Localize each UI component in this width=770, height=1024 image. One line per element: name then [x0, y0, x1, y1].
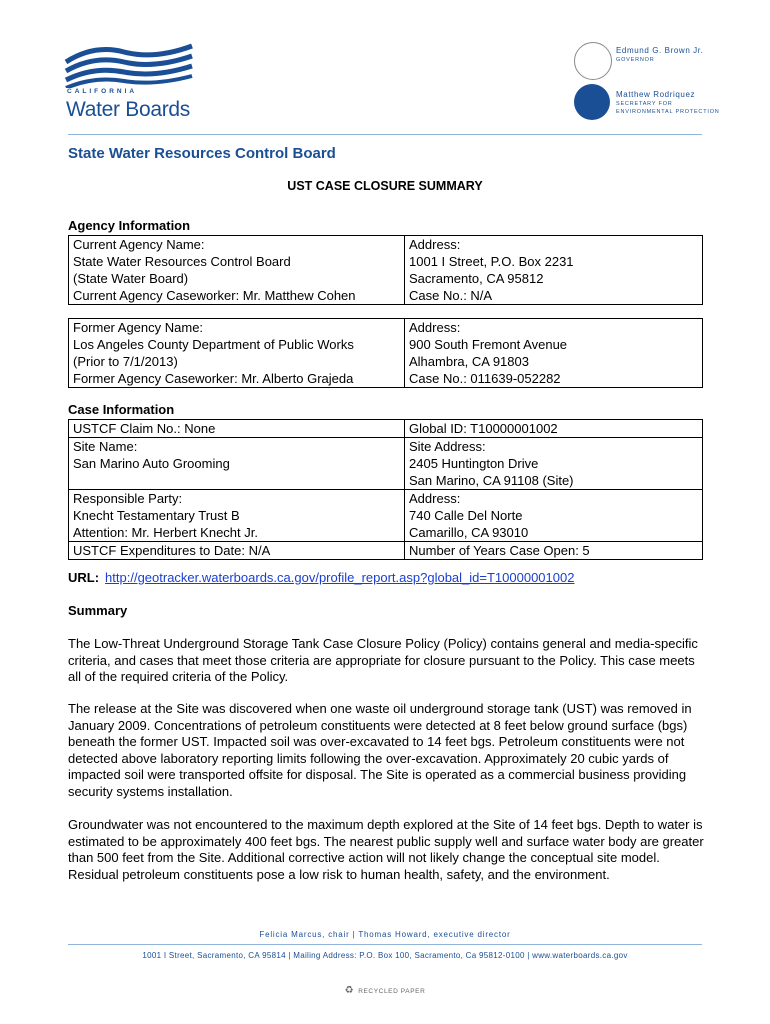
- site-address-line: Site Address:: [409, 439, 486, 454]
- recycled-label: RECYCLED PAPER: [358, 988, 426, 995]
- current-agency-line: (State Water Board): [73, 271, 189, 286]
- secretary-name: Matthew Rodriquez: [616, 90, 696, 99]
- site-name-line: Site Name:: [73, 439, 138, 454]
- former-agency-line: Los Angeles County Department of Public Works: [73, 337, 354, 352]
- governor-name: Edmund G. Brown Jr.: [616, 46, 704, 55]
- url-line: [68, 570, 574, 585]
- state-seal-icon: [574, 42, 612, 80]
- expenditures: USTCF Expenditures to Date: N/A: [73, 543, 271, 558]
- party-address-cell: [405, 490, 703, 542]
- party-address-line: 740 Calle Del Norte: [409, 508, 523, 523]
- summary-paragraph: The release at the Site was discovered when one waste oil underground storage tank (UST) was removed in January 2009. Concentrations of petroleum constituents were detected at 8 feet below ground surface (bgs) beneath the former UST. Impacted soil was over-excavated to 14 feet bgs. Petroleum constituents were not detected above laboratory reporting limits following the over-excavation. Approximately 20 cubic yards of impacted soil were transported offsite for disposal. The Site is operated as a commercial business providing security systems installation.: [68, 701, 692, 799]
- officials-block: [574, 42, 720, 122]
- summary-heading: Summary: [68, 603, 128, 618]
- agency-heading: Agency Information: [68, 218, 191, 233]
- responsible-party-line: Responsible Party:: [73, 491, 183, 506]
- former-address-line: Address:: [409, 320, 461, 335]
- board-name: State Water Resources Control Board: [68, 145, 336, 162]
- responsible-party-cell: [69, 490, 405, 542]
- claim-cell: [69, 420, 405, 438]
- site-name-cell: [69, 438, 405, 490]
- logo-state: CALIFORNIA: [67, 88, 138, 95]
- current-address-line: 1001 I Street, P.O. Box 2231: [409, 254, 574, 269]
- responsible-party-line: Knecht Testamentary Trust B: [73, 508, 240, 523]
- global-id: Global ID: T10000001002: [409, 421, 558, 436]
- former-address-cell: [405, 319, 703, 388]
- global-id-cell: [405, 420, 703, 438]
- case-table: [68, 419, 703, 560]
- current-address-line: Case No.: N/A: [409, 288, 493, 303]
- party-address-line: Camarillo, CA 93010: [409, 525, 529, 540]
- current-agency-table: [68, 235, 703, 305]
- water-boards-logo: [64, 42, 204, 122]
- secretary-title-line1: SECRETARY FOR: [616, 101, 673, 107]
- recycle-icon: ♻: [344, 985, 355, 996]
- site-address-line: 2405 Huntington Drive: [409, 456, 539, 471]
- former-agency-line: Former Agency Caseworker: Mr. Alberto Grajeda: [73, 371, 354, 386]
- current-agency-line: State Water Resources Control Board: [73, 254, 291, 269]
- current-agency-line: Current Agency Name:: [73, 237, 205, 252]
- summary-paragraph: The Low-Threat Underground Storage Tank Case Closure Policy (Policy) contains general and media-specific criteria, and cases that meet those criteria are appropriate for closure pursuant to the Policy. This case meets all of the required criteria of the Policy.: [68, 636, 698, 684]
- years-open-cell: [405, 542, 703, 560]
- calepa-seal-icon: [574, 84, 610, 120]
- water-waves-icon: [64, 42, 194, 88]
- former-address-line: Alhambra, CA 91803: [409, 354, 529, 369]
- footer-divider: [68, 944, 702, 945]
- expenditures-cell: [69, 542, 405, 560]
- former-address-line: Case No.: 011639-052282: [409, 371, 561, 386]
- former-agency-line: Former Agency Name:: [73, 320, 204, 335]
- current-address-line: Address:: [409, 237, 461, 252]
- claim-number: USTCF Claim No.: None: [73, 421, 216, 436]
- secretary-title-line2: ENVIRONMENTAL PROTECTION: [616, 109, 720, 115]
- logo-name: Water Boards: [66, 98, 190, 121]
- header-divider: [68, 134, 702, 135]
- governor-title: GOVERNOR: [616, 57, 655, 63]
- current-address-line: Sacramento, CA 95812: [409, 271, 544, 286]
- party-address-line: Address:: [409, 491, 461, 506]
- former-agency-line: (Prior to 7/1/2013): [73, 354, 178, 369]
- years-open: Number of Years Case Open: 5: [409, 543, 590, 558]
- recycled-paper-note: [0, 985, 770, 996]
- url-label: URL:: [68, 570, 100, 585]
- geotracker-link[interactable]: http://geotracker.waterboards.ca.gov/profile_report.asp?global_id=T10000001002: [105, 570, 575, 585]
- responsible-party-line: Attention: Mr. Herbert Knecht Jr.: [73, 525, 258, 540]
- site-address-line: San Marino, CA 91108 (Site): [409, 473, 574, 488]
- site-name-line: San Marino Auto Grooming: [73, 456, 230, 471]
- current-address-cell: [405, 236, 703, 305]
- document-title: UST CASE CLOSURE SUMMARY: [287, 179, 483, 193]
- footer-address: 1001 I Street, Sacramento, CA 95814 | Mailing Address: P.O. Box 100, Sacramento, Ca 95812-0100 | www.waterboards.ca.gov: [142, 951, 628, 960]
- site-address-cell: [405, 438, 703, 490]
- former-agency-cell: [69, 319, 405, 388]
- former-address-line: 900 South Fremont Avenue: [409, 337, 568, 352]
- case-heading: Case Information: [68, 402, 175, 417]
- current-agency-cell: [69, 236, 405, 305]
- former-agency-table: [68, 318, 703, 388]
- summary-paragraph: Groundwater was not encountered to the maximum depth explored at the Site of 14 feet bgs. Depth to water is estimated to be approximately 400 feet bgs. The nearest public supply well and surface water body are greater than 500 feet from the Site. Additional corrective action will not likely change the conceptual site model. Residual petroleum constituents pose a low risk to human health, safety, and the environment.: [68, 817, 704, 882]
- footer-officers: Felicia Marcus, chair | Thomas Howard, executive director: [259, 930, 511, 939]
- current-agency-line: Current Agency Caseworker: Mr. Matthew Cohen: [73, 288, 356, 303]
